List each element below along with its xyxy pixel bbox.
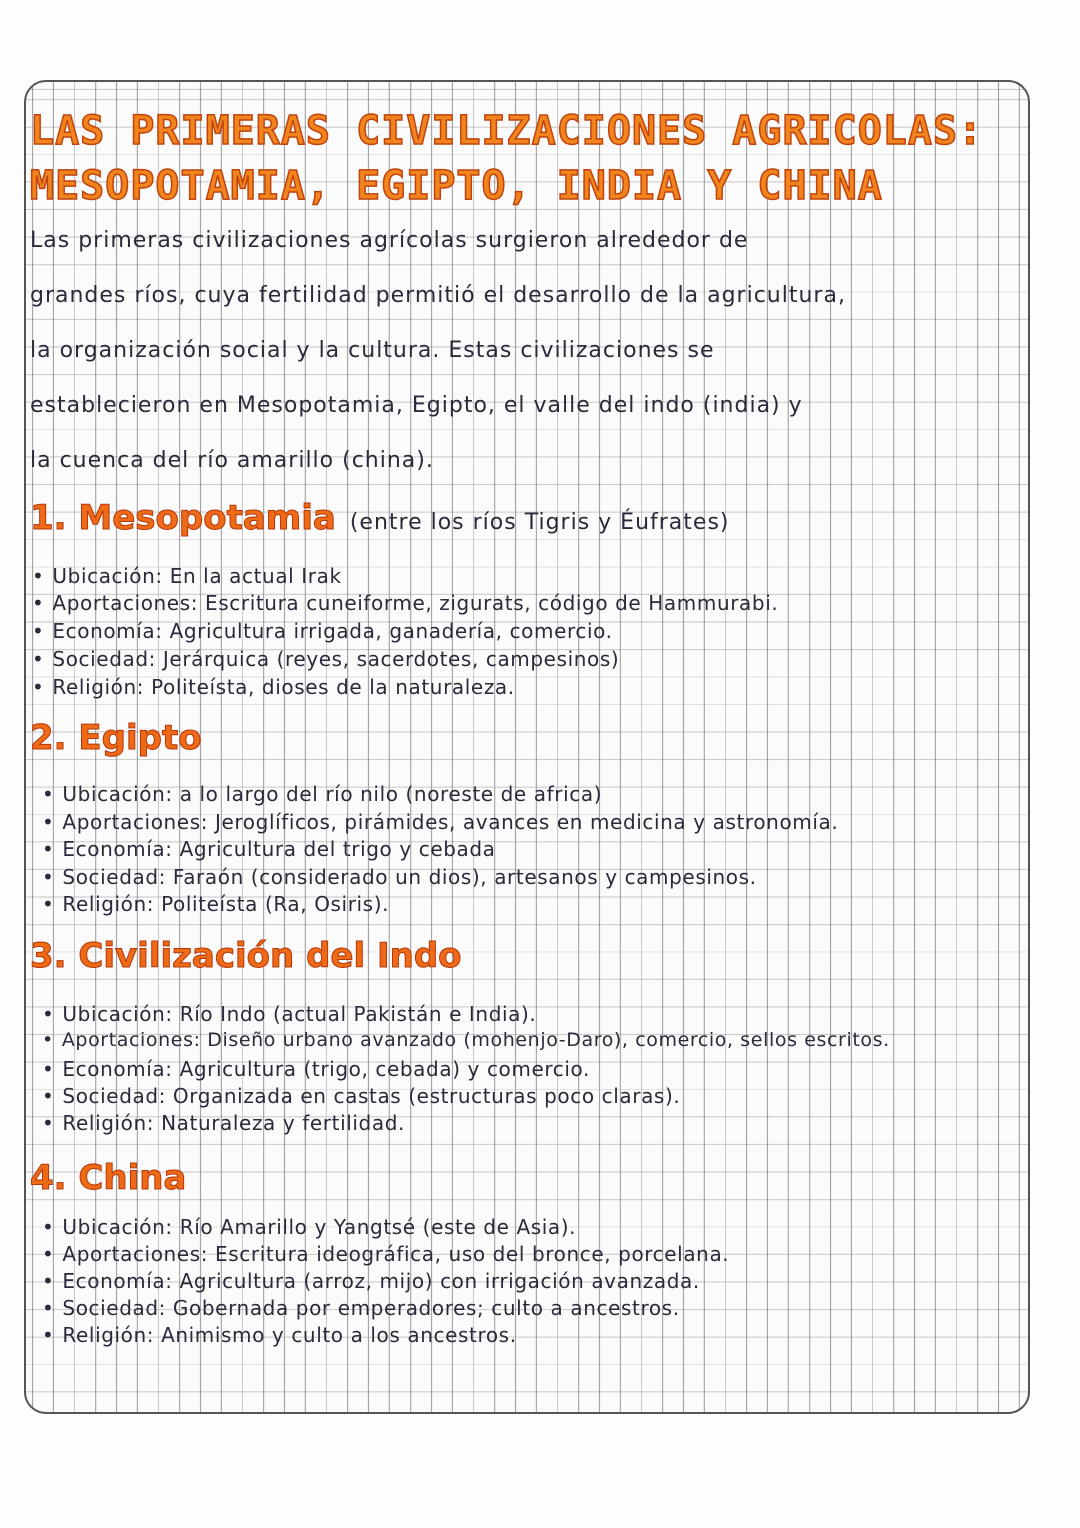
list-item-text: Sociedad: Organizada en castas (estructuras poco claras).: [62, 1084, 681, 1108]
heading-text: 1. Mesopotamia: [30, 498, 336, 538]
list-item: • Aportaciones: Escritura cuneiforme, zigurats, código de Hammurabi.: [32, 591, 779, 615]
list-item-text: Religión: Animismo y culto a los ancestros.: [62, 1323, 517, 1347]
list-item: • Ubicación: En la actual Irak: [32, 564, 342, 588]
title-line-2: MESOPOTAMIA, EGIPTO, INDIA Y CHINA: [30, 163, 883, 209]
list-item-text: Sociedad: Faraón (considerado un dios), artesanos y campesinos.: [62, 865, 757, 889]
list-item: • Ubicación: Río Indo (actual Pakistán e India).: [42, 1002, 537, 1026]
list-item-text: Religión: Politeísta (Ra, Osiris).: [62, 892, 390, 916]
list-item: • Religión: Politeísta (Ra, Osiris).: [42, 892, 390, 916]
intro-line: establecieron en Mesopotamia, Egipto, el valle del indo (india) y: [30, 393, 803, 418]
list-item: • Aportaciones: Jeroglíficos, pirámides, avances en medicina y astronomía.: [42, 810, 839, 834]
list-item: • Economía: Agricultura irrigada, ganadería, comercio.: [32, 619, 613, 643]
list-item: • Ubicación: Río Amarillo y Yangtsé (este de Asia).: [42, 1215, 577, 1239]
list-item: • Ubicación: a lo largo del río nilo (noreste de africa): [42, 782, 603, 806]
list-item: • Sociedad: Gobernada por emperadores; culto a ancestros.: [42, 1296, 680, 1320]
heading-text: 3. Civilización del Indo: [30, 936, 462, 976]
list-item-text: Religión: Naturaleza y fertilidad.: [62, 1111, 405, 1135]
list-item-text: Aportaciones: Jeroglíficos, pirámides, avances en medicina y astronomía.: [62, 810, 839, 834]
list-item-text: Religión: Politeísta, dioses de la naturaleza.: [52, 675, 515, 699]
list-item: • Economía: Agricultura (trigo, cebada) y comercio.: [42, 1057, 590, 1081]
list-item-text: Economía: Agricultura (trigo, cebada) y comercio.: [62, 1057, 590, 1081]
section-heading-china: [30, 1158, 186, 1198]
list-item-text: Sociedad: Jerárquica (reyes, sacerdotes, campesinos): [52, 647, 620, 671]
heading-subtitle: (entre los ríos Tigris y Éufrates): [349, 510, 730, 535]
heading-text: 4. China: [30, 1158, 187, 1198]
list-item-text: Aportaciones: Diseño urbano avanzado (mohenjo-Daro), comercio, sellos escritos.: [61, 1029, 890, 1051]
intro-line: Las primeras civilizaciones agrícolas surgieron alrededor de: [30, 228, 749, 253]
list-item-text: Economía: Agricultura irrigada, ganadería, comercio.: [52, 619, 613, 643]
intro-line: la cuenca del río amarillo (china).: [30, 448, 434, 473]
list-item: • Religión: Animismo y culto a los ancestros.: [42, 1323, 517, 1347]
list-item-text: Aportaciones: Escritura ideográfica, uso del bronce, porcelana.: [62, 1242, 730, 1266]
list-item: • Religión: Politeísta, dioses de la naturaleza.: [32, 675, 515, 699]
section-heading-egipto: [30, 718, 202, 758]
intro-line: grandes ríos, cuya fertilidad permitió el desarrollo de la agricultura,: [30, 283, 846, 308]
intro-line: la organización social y la cultura. Estas civilizaciones se: [30, 338, 715, 363]
list-item: • Sociedad: Organizada en castas (estructuras poco claras).: [42, 1084, 681, 1108]
list-item-text: Ubicación: a lo largo del río nilo (noreste de africa): [62, 782, 603, 806]
list-item: • Economía: Agricultura del trigo y cebada: [42, 837, 496, 861]
list-item: • Sociedad: Faraón (considerado un dios), artesanos y campesinos.: [42, 865, 757, 889]
heading-text: 2. Egipto: [30, 718, 202, 758]
list-item: • Aportaciones: Escritura ideográfica, uso del bronce, porcelana.: [42, 1242, 730, 1266]
list-item-text: Economía: Agricultura del trigo y cebada: [62, 837, 496, 861]
list-item: • Sociedad: Jerárquica (reyes, sacerdotes, campesinos): [32, 647, 620, 671]
section-heading-mesopotamia: [30, 498, 730, 538]
section-heading-indo: [30, 936, 462, 976]
list-item-text: Economía: Agricultura (arroz, mijo) con irrigación avanzada.: [62, 1269, 700, 1293]
list-item-text: Aportaciones: Escritura cuneiforme, zigurats, código de Hammurabi.: [52, 591, 779, 615]
list-item: • Religión: Naturaleza y fertilidad.: [42, 1111, 405, 1135]
list-item: • Aportaciones: Diseño urbano avanzado (mohenjo-Daro), comercio, sellos escritos.: [42, 1029, 890, 1051]
list-item: • Economía: Agricultura (arroz, mijo) con irrigación avanzada.: [42, 1269, 700, 1293]
list-item-text: Ubicación: Río Amarillo y Yangtsé (este de Asia).: [62, 1215, 577, 1239]
title-line-1: LAS PRIMERAS CIVILIZACIONES AGRICOLAS:: [30, 108, 984, 154]
list-item-text: Sociedad: Gobernada por emperadores; culto a ancestros.: [62, 1296, 680, 1320]
list-item-text: Ubicación: Río Indo (actual Pakistán e India).: [62, 1002, 537, 1026]
list-item-text: Ubicación: En la actual Irak: [52, 564, 342, 588]
